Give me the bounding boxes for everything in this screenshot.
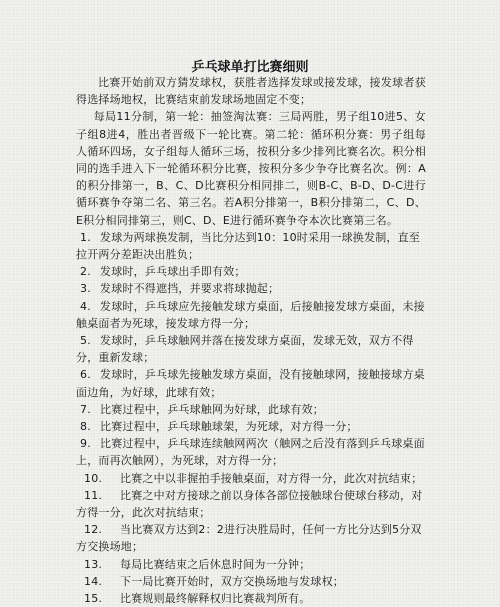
rule-text: 下一局比赛开始时，双方交换场地与发球权； (120, 574, 344, 588)
rule-number: 6. (80, 368, 91, 382)
rule-text: 发球时，乒乓球先接触发球方桌面，没有接触球网，接触接球方桌面边角，为好球，此球有效； (76, 368, 425, 399)
list-item (76, 263, 426, 280)
list-item (76, 556, 426, 573)
list-item (76, 298, 426, 332)
list-item (76, 332, 426, 366)
list-item (76, 401, 426, 418)
list-item (76, 229, 426, 263)
intro-paragraph-2: 每局11分制，第一轮：抽签淘汰赛：三局两胜，男子组10进5、女子组8进4，胜出者晋级下一轮比赛。第二轮：循环积分赛：男子组每人循环四场，女子组每人循环三场，按积分多少排列比赛名次。积分相同的选手进入下一轮循环积分比赛，按积分多少争夺比赛名次。例：A的积分排第一，B、C、D比赛积分相同排二，则B-C、B-D、D-C进行循环赛争夺第二名、第三名。若A积分排第一，B积分排第二，C、D、E积分相同排第三，则C、D、E进行循环赛争夺本次比赛第三名。 (76, 110, 426, 227)
rule-number: 7. (80, 402, 91, 416)
rule-text: 发球时，乒乓球应先接触发球方桌面，后接触接发球方桌面，未接触桌面者为死球，接发球方得一分； (76, 299, 425, 330)
list-item (76, 521, 426, 555)
rule-number: 11. (84, 488, 103, 502)
list-item (76, 573, 426, 590)
rule-text: 比赛过程中，乒乓球触球架，为死球，对方得一分； (100, 420, 358, 434)
intro-paragraph-1: 比赛开始前双方猜发球权，获胜者选择发球或接发球，接发球者获得选择场地权，比赛结束前发球场地固定不变； (76, 76, 426, 107)
rule-text: 比赛规则最终解释权归比赛裁判所有。 (120, 592, 311, 606)
rule-number: 14. (84, 574, 103, 588)
list-item (76, 435, 426, 469)
rule-text: 比赛之中对方接球之前以身体各部位接触球台使球台移动，对方得一分，此次对抗结束； (76, 488, 423, 520)
rule-number: 4. (80, 299, 91, 313)
list-item (76, 418, 426, 435)
rule-number: 13. (84, 557, 103, 571)
rule-number: 1. (80, 230, 91, 244)
list-item (76, 590, 426, 607)
rule-text: 发球为两球换发制，当比分达到10：10时采用一球换发制，直至拉开两分差距决出胜负； (76, 230, 420, 262)
list-item (76, 470, 426, 487)
rule-text: 比赛过程中，乒乓球触网为好球，此球有效； (100, 402, 324, 416)
list-item (76, 366, 426, 400)
list-item (76, 487, 426, 521)
rule-text: 发球时不得遮挡，并要求将球抛起； (100, 282, 280, 296)
rules-list (76, 229, 426, 607)
rule-text: 比赛过程中，乒乓球连续触网两次（触网之后没有落到乒乓球桌面上，而再次触网），为死球，对方得一分； (76, 437, 425, 468)
rule-text: 每局比赛结束之后休息时间为一分钟； (120, 557, 311, 571)
document-body (76, 74, 426, 607)
rule-text: 发球时，乒乓球触网并落在接发球方桌面，发球无效，双方不得分，重新发球； (76, 334, 414, 365)
rule-number: 5. (80, 334, 91, 348)
list-item (76, 280, 426, 297)
rule-number: 15. (84, 592, 103, 606)
rule-text: 比赛之中以非握拍手接触桌面，对方得一分，此次对抗结束； (120, 471, 423, 485)
rule-number: 2. (80, 265, 91, 279)
rule-number: 3. (80, 282, 91, 296)
rule-number: 8. (80, 420, 91, 434)
document-title: 乒乓球单打比赛细则 (191, 60, 309, 75)
rule-text: 发球时，乒乓球出手即有效； (100, 265, 246, 279)
rule-number: 10. (84, 471, 103, 485)
rule-number: 9. (80, 437, 91, 451)
rule-text: 当比赛双方达到2：2进行决胜局时，任何一方比分达到5分双方交换场地； (76, 523, 422, 554)
rule-number: 12. (84, 523, 103, 537)
